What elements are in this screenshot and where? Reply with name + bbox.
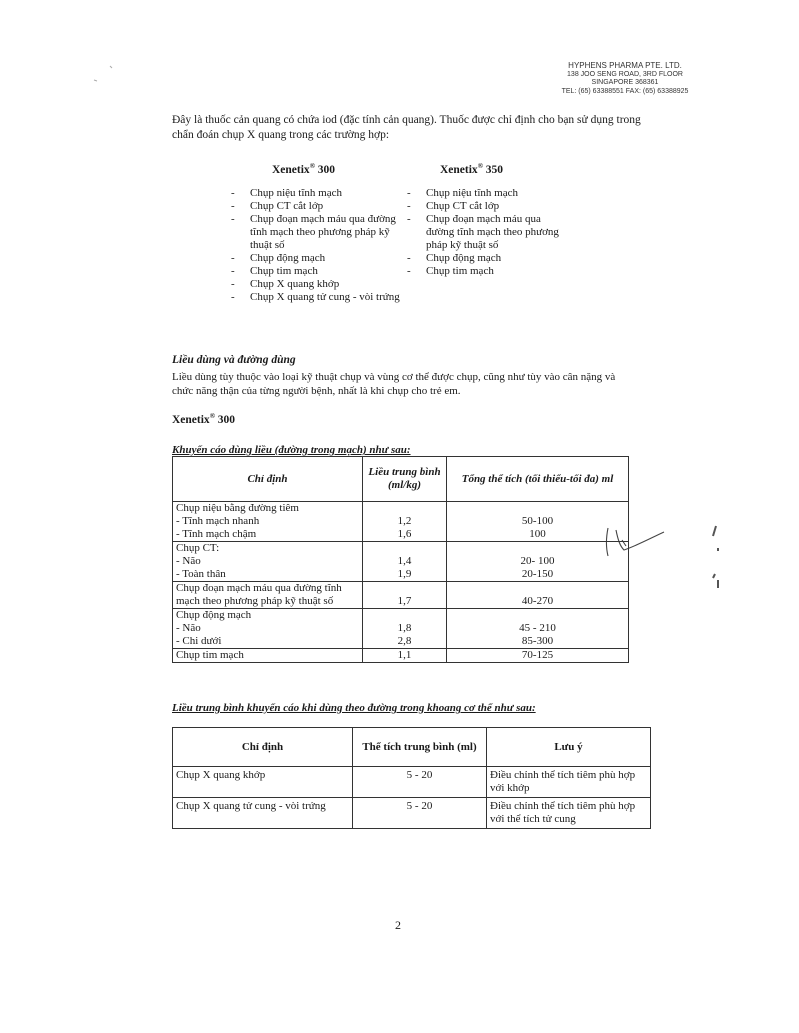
dosage-heading: Liều dùng và đường dùng (172, 354, 296, 366)
dosage-paragraph: Liều dùng tùy thuộc vào loại kỹ thuật chụp và vùng cơ thể được chụp, cũng như tùy vào cân nặng và chức năng thận của từng người bệnh, nhất là khi chụp cho trẻ em. (172, 371, 616, 397)
volume-cell: 70-125 (447, 649, 629, 663)
table-row (173, 528, 629, 542)
volume-cell: 20-150 (447, 568, 629, 582)
table-row (173, 635, 629, 649)
company-name: HYPHENS PHARMA PTE. LTD. (568, 61, 682, 70)
dose-cell: 1,8 (363, 622, 447, 635)
body-cavity-dosage-table (172, 727, 651, 829)
indication-cell: - Tĩnh mạch chậm (173, 528, 363, 542)
table-row (173, 542, 629, 556)
table-row (173, 555, 629, 568)
indication-cell: - Não (173, 555, 363, 568)
company-address-line2: SINGAPORE 368361 (591, 79, 659, 86)
volume-cell: 5 - 20 (353, 798, 487, 829)
dose-cell: 1,1 (363, 649, 447, 663)
volume-cell (447, 542, 629, 556)
indication-cell: - Não (173, 622, 363, 635)
intravascular-dosage-table (172, 456, 629, 663)
note-cell: Điều chỉnh thể tích tiêm phù hợp với thể tích tử cung (487, 798, 651, 829)
indication-cell: Chụp niệu bằng đường tiêm (173, 502, 363, 516)
indication-item: - Chụp động mạch (226, 252, 401, 265)
volume-cell: 5 - 20 (353, 767, 487, 798)
table1-header-dose: Liều trung bình (ml/kg) (363, 457, 447, 502)
indication-item: - Chụp tim mạch (226, 265, 401, 278)
dose-cell: 1,6 (363, 528, 447, 542)
table2-header-volume: Thể tích trung bình (ml) (353, 728, 487, 767)
table-row (173, 798, 651, 829)
indication-cell: - Tĩnh mạch nhanh (173, 515, 363, 528)
product-300-heading: Xenetix® 300 (272, 162, 336, 176)
product-350-heading: Xenetix® 350 (440, 162, 504, 176)
indication-item: - Chụp đoạn mạch máu qua đường tĩnh mạch theo phương pháp kỹ thuật số (402, 213, 567, 252)
table-row (173, 609, 629, 623)
dose-cell: 1,7 (363, 582, 447, 609)
intro-paragraph: Đây là thuốc cản quang có chứa iod (đặc tính cản quang). Thuốc được chỉ định cho bạn sử dụng trong chẩn đoán chụp X quang trong các trường hợp: (172, 114, 641, 141)
indication-cell: Chụp tim mạch (173, 649, 363, 663)
indication-item: - Chụp CT cắt lớp (402, 200, 567, 213)
indication-item: - Chụp niệu tĩnh mạch (402, 187, 567, 200)
volume-cell: 50-100 (447, 515, 629, 528)
table1-header-volume: Tổng thể tích (tối thiểu-tối đa) ml (447, 457, 629, 502)
page-number: 2 (395, 918, 401, 932)
table-row (173, 568, 629, 582)
table-row (173, 582, 629, 609)
company-contact: TEL: (65) 63388551 FAX: (65) 63388925 (561, 87, 689, 95)
volume-cell (447, 609, 629, 623)
volume-cell (447, 502, 629, 516)
dose-cell (363, 542, 447, 556)
dose-cell: 1,2 (363, 515, 447, 528)
indication-cell: Chụp đoạn mạch máu qua đường tĩnh mạch theo phương pháp kỹ thuật số (173, 582, 363, 609)
dose-cell (363, 609, 447, 623)
company-address-line1: 138 JOO SENG ROAD, 3RD FLOOR (567, 70, 683, 78)
indications-list-350 (402, 187, 567, 278)
scan-mark-top-left (80, 60, 120, 90)
indication-cell: - Toàn thân (173, 568, 363, 582)
volume-cell: 20- 100 (447, 555, 629, 568)
table2-caption: Liều trung bình khuyến cáo khi dùng theo đường trong khoang cơ thể như sau: (172, 702, 536, 714)
volume-cell: 85-300 (447, 635, 629, 649)
indication-cell: Chụp X quang tử cung - vòi trứng (173, 798, 353, 829)
table-row (173, 767, 651, 798)
indication-cell: Chụp X quang khớp (173, 767, 353, 798)
table1-caption: Khuyến cáo dùng liều (đường trong mạch) như sau: (172, 444, 411, 456)
scan-mark-right (706, 524, 730, 604)
indication-item: - Chụp đoạn mạch máu qua đường tĩnh mạch theo phương pháp kỹ thuật số (226, 213, 401, 252)
xenetix-300-subheading: Xenetix® 300 (172, 412, 236, 426)
table-row (173, 502, 629, 516)
indication-item: - Chụp X quang tử cung - vòi trứng (226, 291, 401, 304)
dose-cell (363, 502, 447, 516)
indication-item: - Chụp niệu tĩnh mạch (226, 187, 401, 200)
indication-item: - Chụp động mạch (402, 252, 567, 265)
indication-item: - Chụp X quang khớp (226, 278, 401, 291)
table-row (173, 622, 629, 635)
table-row (173, 515, 629, 528)
dose-cell: 1,4 (363, 555, 447, 568)
note-cell: Điều chỉnh thể tích tiêm phù hợp với khớp (487, 767, 651, 798)
indication-cell: Chụp CT: (173, 542, 363, 556)
volume-cell: 45 - 210 (447, 622, 629, 635)
table2-header-indication: Chỉ định (173, 728, 353, 767)
indications-list-300 (226, 187, 401, 304)
indication-item: - Chụp CT cắt lớp (226, 200, 401, 213)
table2-header-note: Lưu ý (487, 728, 651, 767)
table-row (173, 649, 629, 663)
dose-cell: 2,8 (363, 635, 447, 649)
table1-header-indication: Chỉ định (173, 457, 363, 502)
dose-cell: 1,9 (363, 568, 447, 582)
indication-item: - Chụp tim mạch (402, 265, 567, 278)
company-header (540, 62, 710, 96)
volume-cell: 100 (447, 528, 629, 542)
volume-cell: 40-270 (447, 582, 629, 609)
indication-cell: Chụp động mạch (173, 609, 363, 623)
indication-cell: - Chi dưới (173, 635, 363, 649)
